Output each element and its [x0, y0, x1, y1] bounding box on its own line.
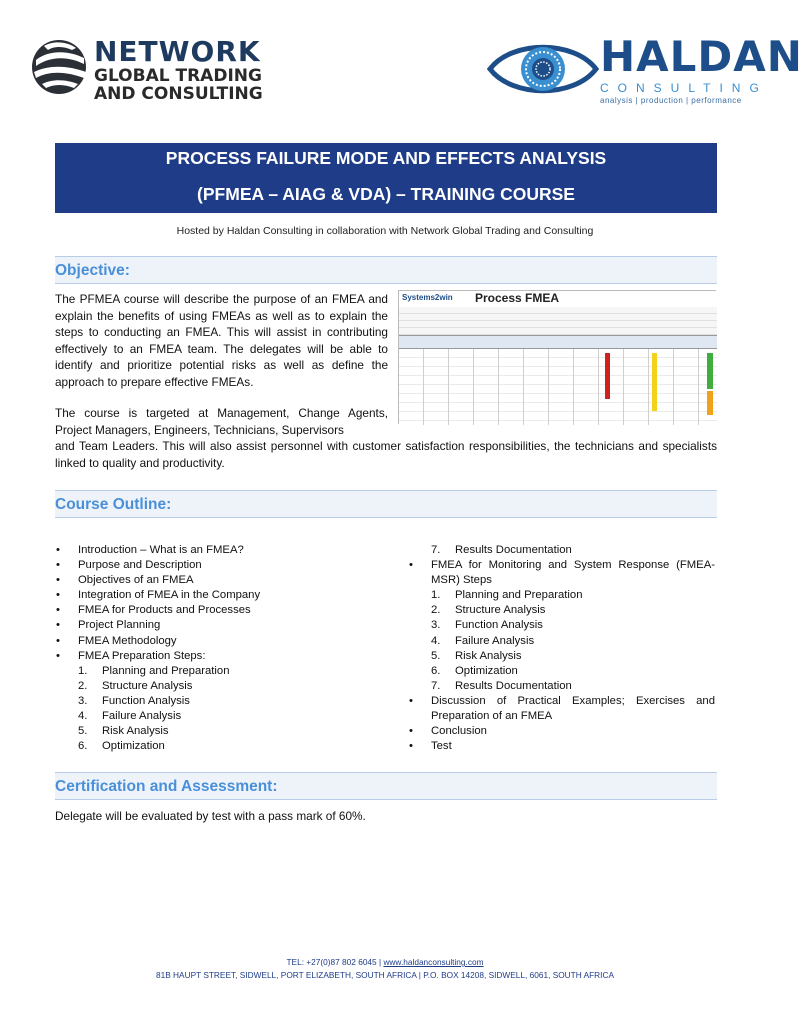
step-item: 4. Failure Analysis: [78, 710, 182, 723]
list-item: • FMEA for Products and Processes: [56, 604, 251, 617]
process-fmea-image: [398, 290, 716, 424]
course-outline-heading-bar: [55, 490, 717, 518]
certification-text: Delegate will be evaluated by test with a pass mark of 60%.: [55, 809, 366, 823]
step-item: 3. Function Analysis: [431, 619, 543, 632]
footer-address: 81B HAUPT STREET, SIDWELL, PORT ELIZABETH, SOUTH AFRICA | P.O. BOX 14208, SIDWELL, 6061, SOUTH AFRICA: [155, 970, 615, 980]
haldan-logo: [488, 32, 803, 106]
step-item: 6. Optimization: [78, 740, 165, 753]
outline-right-list: [409, 543, 715, 754]
hosted-by-text: Hosted by Haldan Consulting in collaboration with Network Global Trading and Consulting: [176, 225, 594, 237]
logo-right-sub: CONSULTING: [600, 81, 768, 95]
step-item: 1. Planning and Preparation: [78, 664, 230, 677]
list-item: • Project Planning: [56, 619, 161, 632]
network-global-logo: [28, 34, 268, 104]
eye-icon: [488, 36, 598, 102]
objective-heading: Objective:: [55, 262, 130, 279]
list-item: • Integration of FMEA in the Company: [56, 589, 261, 602]
globe-icon: [28, 36, 90, 98]
image-title-text: Process FMEA: [475, 291, 560, 305]
list-item: • Test: [409, 740, 452, 753]
list-item: • Purpose and Description: [56, 559, 202, 572]
objective-heading-bar: [55, 256, 717, 284]
page-title-line1: PROCESS FAILURE MODE AND EFFECTS ANALYSIS: [165, 148, 607, 168]
outline-left-list: [56, 543, 378, 754]
step-item: 2. Structure Analysis: [431, 604, 546, 617]
footer-contact: [0, 957, 770, 967]
logo-left-line1: NETWORK: [94, 35, 261, 68]
logo-left-line2: GLOBAL TRADING: [94, 66, 262, 86]
certification-heading: Certification and Assessment:: [55, 778, 278, 795]
step-item: 1. Planning and Preparation: [431, 589, 583, 602]
step-item: 5. Risk Analysis: [78, 725, 169, 738]
step-item: 5. Risk Analysis: [431, 649, 522, 662]
image-brand-text: Systems2win: [402, 293, 453, 302]
list-item: • Introduction – What is an FMEA?: [56, 544, 244, 556]
logo-right-tagline: analysis | production | performance: [600, 96, 742, 105]
page-title-line2: (PFMEA – AIAG & VDA) – TRAINING COURSE: [197, 184, 575, 204]
list-item: • FMEA for Monitoring and System Response (FMEA-MSR) Steps: [409, 559, 715, 587]
objective-paragraph-1: The PFMEA course will describe the purpose of an FMEA and explain the benefits of using FMEAs as well as to explain the steps to conducting an FMEA. This will assist in contributing effectively to an FMEA team. The delegates will be able to identify and prioritize potential risks as well as define the approach to prepare effective FMEAs.: [55, 292, 388, 389]
logo-left-line3: AND CONSULTING: [94, 84, 263, 104]
step-item: 7. Results Documentation: [431, 544, 572, 556]
list-item: • FMEA Methodology: [56, 634, 177, 647]
certification-heading-bar: [55, 772, 717, 800]
step-item: 3. Function Analysis: [78, 694, 190, 707]
course-outline-heading: Course Outline:: [55, 496, 172, 513]
list-item: • Conclusion: [409, 725, 487, 738]
list-item: • Objectives of an FMEA: [56, 574, 194, 587]
list-item: • FMEA Preparation Steps:: [56, 649, 206, 662]
objective-paragraph-2b: and Team Leaders. This will also assist personnel with customer satisfaction responsibilities, the technicians and specialists linked to quality and productivity.: [55, 439, 717, 470]
objective-paragraph-2a: The course is targeted at Management, Change Agents, Project Managers, Engineers, Technicians, Supervisors: [55, 406, 388, 437]
step-item: 7. Results Documentation: [431, 679, 572, 692]
step-item: 6. Optimization: [431, 664, 518, 677]
list-item: • Discussion of Practical Examples; Exercises and Preparation of an FMEA: [409, 694, 715, 723]
footer-tel: TEL: +27(0)87 802 6045 |: [286, 957, 382, 967]
website-link[interactable]: www.haldanconsulting.com: [383, 957, 484, 967]
step-item: 2. Structure Analysis: [78, 679, 193, 692]
title-banner: [55, 143, 717, 213]
step-item: 4. Failure Analysis: [431, 634, 535, 647]
logo-right-name: HALDAN: [600, 32, 803, 81]
